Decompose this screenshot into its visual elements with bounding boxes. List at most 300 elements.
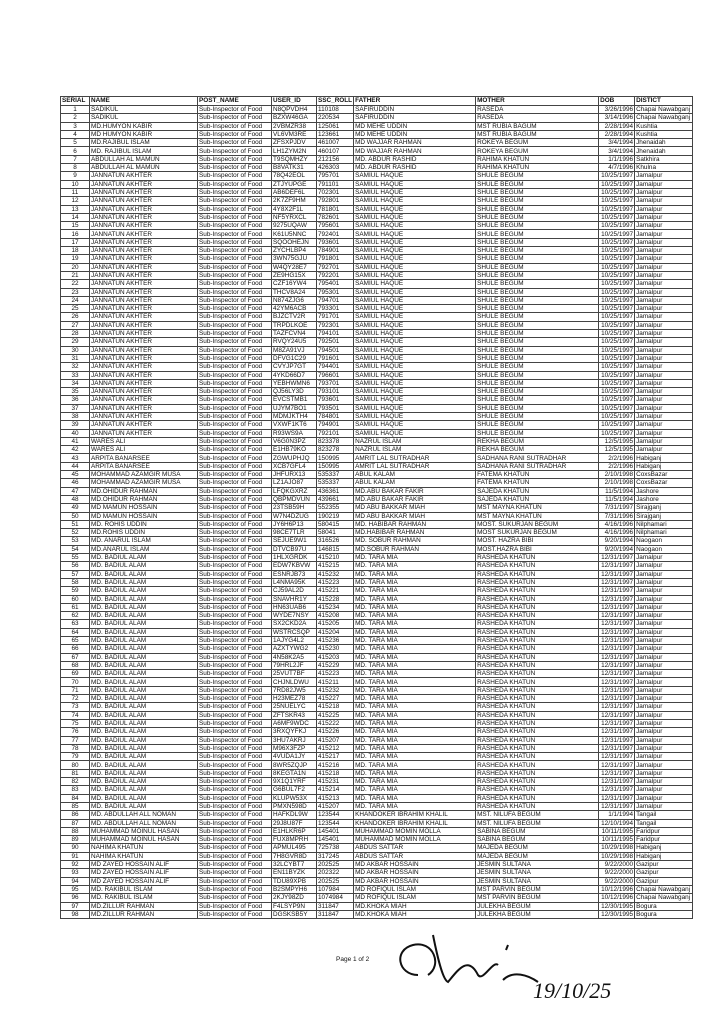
table-cell: SAMIUL HAQUE [354, 330, 476, 338]
table-cell: Sub-Inspector of Food [198, 454, 272, 462]
table-cell: 23 [61, 288, 90, 296]
table-cell: 794501 [317, 346, 354, 354]
table-cell: 24 [61, 296, 90, 304]
table-cell: 10/11/1995 [599, 836, 635, 844]
table-cell: E1HLKR6P [272, 827, 317, 835]
table-cell: Sub-Inspector of Food [198, 861, 272, 869]
table-cell: 10/25/1997 [599, 288, 635, 296]
table-row [61, 504, 693, 512]
table-cell: 10/29/1998 [599, 852, 635, 860]
table-cell: 10 [61, 180, 90, 188]
table-cell: Jhenaidah [635, 147, 693, 155]
table-cell: SADIKUL [90, 114, 198, 122]
table-cell: SAMIUL HAQUE [354, 263, 476, 271]
table-cell: 9/22/2000 [599, 869, 635, 877]
table-cell: 1/1/1996 [599, 155, 635, 163]
table-cell: Bogura [635, 910, 693, 918]
table-cell: Sub-Inspector of Food [198, 213, 272, 221]
table-cell: Nilphamari [635, 520, 693, 528]
table-cell: 10/25/1997 [599, 330, 635, 338]
table-cell: RASHEDA KHATUN [476, 711, 599, 719]
table-row [61, 562, 693, 570]
table-row [61, 877, 693, 885]
table-cell: 415236 [317, 637, 354, 645]
table-cell: 10/25/1997 [599, 421, 635, 429]
table-cell: 791101 [317, 180, 354, 188]
table-row [61, 338, 693, 346]
table-cell: Kushtia [635, 122, 693, 130]
table-cell: 62 [61, 612, 90, 620]
table-cell: ESNRJB73 [272, 570, 317, 578]
table-row [61, 512, 693, 520]
table-cell: N8QPVDH4 [272, 106, 317, 114]
table-cell: SHULE BEGUM [476, 396, 599, 404]
table-cell: 78 [61, 744, 90, 752]
table-row [61, 313, 693, 321]
table-cell: MD. BADIUL ALAM [90, 678, 198, 686]
table-row [61, 305, 693, 313]
table-cell: SX2CKD2A [272, 620, 317, 628]
table-cell: 311847 [317, 902, 354, 910]
table-cell: SAMIUL HAQUE [354, 354, 476, 362]
table-cell: JY6H6P13 [272, 520, 317, 528]
table-cell: Sub-Inspector of Food [198, 529, 272, 537]
table-cell: Jamalpur [635, 429, 693, 437]
table-cell: SAMIUL HAQUE [354, 321, 476, 329]
table-cell: Sub-Inspector of Food [198, 736, 272, 744]
table-cell: MD.ZILLUR RAHMAN [90, 902, 198, 910]
table-cell: MD ROFIQUL ISLAM [354, 894, 476, 902]
table-cell: SHULE BEGUM [476, 338, 599, 346]
table-cell: MD.OHIDUR RAHMAN [90, 495, 198, 503]
table-row [61, 529, 693, 537]
table-cell: MD. BADIUL ALAM [90, 570, 198, 578]
table-cell: SADHANA RANI SUTRADHAR [476, 454, 599, 462]
table-cell: ABUL KALAM [354, 471, 476, 479]
table-cell: 14 [61, 213, 90, 221]
table-cell: 25 [61, 305, 90, 313]
table-cell: Sub-Inspector of Food [198, 130, 272, 138]
table-cell: 12/31/1997 [599, 637, 635, 645]
table-cell: 796601 [317, 371, 354, 379]
table-cell: RASHEDA KHATUN [476, 612, 599, 620]
table-cell: 10/25/1997 [599, 363, 635, 371]
table-cell: SHULE BEGUM [476, 197, 599, 205]
table-cell: 10/25/1997 [599, 354, 635, 362]
table-cell: 28 [61, 330, 90, 338]
table-cell: SAMIUL HAQUE [354, 305, 476, 313]
table-cell: 792701 [317, 263, 354, 271]
table-cell: 19 [61, 255, 90, 263]
table-cell: 15 [61, 222, 90, 230]
table-cell: N874ZJG6 [272, 296, 317, 304]
table-cell: MD AKBAR HOSSAIN [354, 861, 476, 869]
table-cell: 784801 [317, 412, 354, 420]
table-row [61, 703, 693, 711]
table-cell: 98 [61, 910, 90, 918]
table-cell: RASHEDA KHATUN [476, 562, 599, 570]
table-row [61, 620, 693, 628]
table-row [61, 446, 693, 454]
table-cell: 415218 [317, 769, 354, 777]
table-cell: Jamalpur [635, 794, 693, 802]
table-cell: 415210 [317, 554, 354, 562]
table-cell: 3HU7AKRJ [272, 736, 317, 744]
table-row [61, 885, 693, 893]
table-cell: MD. BADIUL ALAM [90, 653, 198, 661]
table-cell: Sub-Inspector of Food [198, 363, 272, 371]
table-cell: JANNATUN AKHTER [90, 429, 198, 437]
table-cell: Sub-Inspector of Food [198, 471, 272, 479]
table-cell: SHULE BEGUM [476, 354, 599, 362]
table-cell: 12/31/1997 [599, 744, 635, 752]
table-cell: Sub-Inspector of Food [198, 354, 272, 362]
table-cell: RASHEDA KHATUN [476, 653, 599, 661]
table-cell: R93WS9A [272, 429, 317, 437]
table-cell: JANNATUN AKHTER [90, 271, 198, 279]
table-cell: 436361 [317, 487, 354, 495]
table-cell: Sub-Inspector of Food [198, 794, 272, 802]
table-cell: Sub-Inspector of Food [198, 728, 272, 736]
table-row [61, 471, 693, 479]
table-cell: Jamalpur [635, 205, 693, 213]
table-row [61, 861, 693, 869]
table-row [61, 595, 693, 603]
table-cell: Sub-Inspector of Food [198, 371, 272, 379]
table-cell: 75 [61, 719, 90, 727]
table-cell: AB6DEF6L [272, 188, 317, 196]
table-cell: MD. TARA MIA [354, 620, 476, 628]
table-row [61, 728, 693, 736]
table-cell: MST. NILUFA BEGUM [476, 819, 599, 827]
table-cell: SHULE BEGUM [476, 230, 599, 238]
table-cell: SHULE BEGUM [476, 379, 599, 387]
table-cell: JANNATUN AKHTER [90, 180, 198, 188]
table-cell: Jamalpur [635, 396, 693, 404]
table-cell: RASEDA [476, 106, 599, 114]
table-cell: 97 [61, 902, 90, 910]
table-row [61, 711, 693, 719]
table-row [61, 678, 693, 686]
table-cell: MUHAMMAD MOMIN MOLLA [354, 827, 476, 835]
table-cell: 73 [61, 703, 90, 711]
table-cell: 426303 [317, 164, 354, 172]
table-cell: 415222 [317, 719, 354, 727]
table-cell: MD.ZILLUR RAHMAN [90, 910, 198, 918]
table-cell: MST RUBIA BAGUM [476, 130, 599, 138]
table-cell: SHULE BEGUM [476, 271, 599, 279]
table-cell: 11 [61, 188, 90, 196]
table-cell: MD.ANARUL ISLAM [90, 545, 198, 553]
table-cell: Jamalpur [635, 437, 693, 445]
table-cell: AMRIT LAL SUTRADHAR [354, 454, 476, 462]
table-cell: 10/25/1997 [599, 271, 635, 279]
table-cell: MD. TARA MIA [354, 736, 476, 744]
table-cell: 125061 [317, 122, 354, 130]
table-cell: MD. BADIUL ALAM [90, 719, 198, 727]
table-row [61, 661, 693, 669]
table-row [61, 487, 693, 495]
table-cell: Jamalpur [635, 661, 693, 669]
table-cell: Sub-Inspector of Food [198, 321, 272, 329]
table-cell: 12/31/1997 [599, 628, 635, 636]
table-cell: MD. TARA MIA [354, 661, 476, 669]
table-cell: SHULE BEGUM [476, 404, 599, 412]
table-cell: 415221 [317, 587, 354, 595]
table-cell: MD. BADIUL ALAM [90, 778, 198, 786]
table-cell: Jamalpur [635, 213, 693, 221]
table-cell: 12/31/1997 [599, 695, 635, 703]
table-cell: Jamalpur [635, 769, 693, 777]
table-cell: JANNATUN AKHTER [90, 263, 198, 271]
table-cell: JANNATUN AKHTER [90, 346, 198, 354]
table-cell: 10/25/1997 [599, 238, 635, 246]
table-cell: Jamalpur [635, 172, 693, 180]
table-cell: 8KEGTA1N [272, 769, 317, 777]
table-cell: SNAVHR1Y [272, 595, 317, 603]
table-cell: Sub-Inspector of Food [198, 778, 272, 786]
table-cell: CHJNLDWU [272, 678, 317, 686]
table-cell: 88 [61, 827, 90, 835]
table-cell: Jamalpur [635, 346, 693, 354]
table-cell: 49 [61, 504, 90, 512]
table-cell: 220534 [317, 114, 354, 122]
table-cell: SAMIUL HAQUE [354, 205, 476, 213]
table-cell: ABDULLAH AL MAMUN [90, 164, 198, 172]
table-cell: JANNATUN AKHTER [90, 354, 198, 362]
table-cell: Sub-Inspector of Food [198, 495, 272, 503]
table-cell: Sub-Inspector of Food [198, 769, 272, 777]
table-cell: Jamalpur [635, 703, 693, 711]
table-cell: 10/25/1997 [599, 388, 635, 396]
table-cell: ARPITA BANARSEE [90, 462, 198, 470]
table-cell: Jamalpur [635, 802, 693, 810]
table-cell: 781801 [317, 205, 354, 213]
table-row [61, 255, 693, 263]
table-cell: 793701 [317, 379, 354, 387]
table-cell: Sub-Inspector of Food [198, 836, 272, 844]
table-row [61, 330, 693, 338]
table-cell: 66 [61, 645, 90, 653]
table-cell: 415207 [317, 736, 354, 744]
table-cell: LH1ZYM2N [272, 147, 317, 155]
table-cell: Sub-Inspector of Food [198, 412, 272, 420]
table-cell: Sub-Inspector of Food [198, 330, 272, 338]
table-cell: Sub-Inspector of Food [198, 429, 272, 437]
table-cell: MD. ANARUL ISLAM [90, 537, 198, 545]
table-body [61, 106, 693, 919]
table-cell: 69 [61, 670, 90, 678]
column-header: MOTHER [476, 97, 599, 106]
table-cell: MD. TARA MIA [354, 769, 476, 777]
table-cell: 795701 [317, 172, 354, 180]
table-cell: REKHA BEGUM [476, 446, 599, 454]
table-cell: 2 [61, 114, 90, 122]
table-cell: 45 [61, 471, 90, 479]
table-cell: Sub-Inspector of Food [198, 263, 272, 271]
table-cell: MD. BADIUL ALAM [90, 628, 198, 636]
table-cell: MD.RAJIBUL ISLAM [90, 139, 198, 147]
table-cell: 823378 [317, 437, 354, 445]
table-row [61, 188, 693, 196]
table-cell: JANNATUN AKHTER [90, 412, 198, 420]
table-cell: 58 [61, 578, 90, 586]
table-cell: SAMIUL HAQUE [354, 180, 476, 188]
table-cell: Jamalpur [635, 197, 693, 205]
table-cell: SAMIUL HAQUE [354, 271, 476, 279]
table-cell: BZXW46GA [272, 114, 317, 122]
table-cell: 415232 [317, 570, 354, 578]
table-cell: SHULE BEGUM [476, 263, 599, 271]
table-cell: DGSKSB5Y [272, 910, 317, 918]
table-cell: MD. BADIUL ALAM [90, 554, 198, 562]
table-cell: Jamalpur [635, 603, 693, 611]
table-cell: 13 [61, 205, 90, 213]
table-cell: 48 [61, 495, 90, 503]
table-cell: 415227 [317, 695, 354, 703]
table-cell: Sub-Inspector of Food [198, 711, 272, 719]
table-cell: MD. ABDULLAH ALL NOMAN [90, 819, 198, 827]
table-cell: MD. BADIUL ALAM [90, 761, 198, 769]
table-cell: RASHEDA KHATUN [476, 628, 599, 636]
table-row [61, 645, 693, 653]
table-cell: Jamalpur [635, 338, 693, 346]
table-row [61, 429, 693, 437]
table-cell: Sub-Inspector of Food [198, 695, 272, 703]
table-cell: MD ZAYED HOSSAIN ALIF [90, 869, 198, 877]
table-cell: Sub-Inspector of Food [198, 612, 272, 620]
table-cell: RVQY24U5 [272, 338, 317, 346]
table-cell: MD. TARA MIA [354, 744, 476, 752]
table-cell: Sub-Inspector of Food [198, 819, 272, 827]
table-cell: Sirajganj [635, 504, 693, 512]
table-cell: SAFIRUDDIN [354, 106, 476, 114]
table-cell: Sub-Inspector of Food [198, 388, 272, 396]
table-cell: Sub-Inspector of Food [198, 271, 272, 279]
table-cell: TDU89XPB [272, 877, 317, 885]
table-cell: MD. ABDULLAH ALL NOMAN [90, 811, 198, 819]
table-cell: 580415 [317, 520, 354, 528]
table-cell: 9/22/2000 [599, 877, 635, 885]
table-cell: 190219 [317, 512, 354, 520]
table-cell: 12/31/1997 [599, 554, 635, 562]
table-cell: 22 [61, 280, 90, 288]
table-row [61, 404, 693, 412]
table-row [61, 130, 693, 138]
table-cell: 10/25/1997 [599, 321, 635, 329]
table-cell: RASHEDA KHATUN [476, 786, 599, 794]
table-row [61, 753, 693, 761]
table-cell: MD WAJJAR RAHMAN [354, 147, 476, 155]
table-cell: 4YKD66D7 [272, 371, 317, 379]
table-cell: Sub-Inspector of Food [198, 479, 272, 487]
data-sheet [60, 96, 693, 919]
table-row [61, 180, 693, 188]
table-row [61, 537, 693, 545]
table-cell: 76 [61, 728, 90, 736]
table-cell: MD. TARA MIA [354, 711, 476, 719]
table-cell: SAMIUL HAQUE [354, 379, 476, 387]
column-header: DISTICT [635, 97, 693, 106]
table-cell: Sub-Inspector of Food [198, 305, 272, 313]
table-cell: SHULE BEGUM [476, 330, 599, 338]
table-row [61, 213, 693, 221]
table-cell: MOHAMMAD AZAMGIR MUSA [90, 471, 198, 479]
table-cell: 725738 [317, 844, 354, 852]
table-cell: 415214 [317, 786, 354, 794]
table-cell: 30 [61, 346, 90, 354]
table-cell: SHULE BEGUM [476, 363, 599, 371]
table-cell: JANNATUN AKHTER [90, 238, 198, 246]
table-cell: 10/25/1997 [599, 371, 635, 379]
table-cell: MD WAJJAR RAHMAN [354, 139, 476, 147]
table-cell: AMRIT LAL SUTRADHAR [354, 462, 476, 470]
table-cell: 10/25/1997 [599, 188, 635, 196]
table-cell: 793301 [317, 305, 354, 313]
table-row [61, 686, 693, 694]
table-cell: Jamalpur [635, 736, 693, 744]
table-cell: SHULE BEGUM [476, 388, 599, 396]
table-row [61, 761, 693, 769]
table-cell: F4LSYP9N [272, 902, 317, 910]
table-cell: 415223 [317, 578, 354, 586]
table-cell: JANNATUN AKHTER [90, 296, 198, 304]
table-cell: 9/20/1994 [599, 537, 635, 545]
table-cell: MD MAMUN HOSSAIN [90, 504, 198, 512]
table-cell: 535337 [317, 471, 354, 479]
table-cell: 7RD82JW5 [272, 686, 317, 694]
table-cell: RASHEDA KHATUN [476, 794, 599, 802]
table-cell: Habiganj [635, 454, 693, 462]
table-row [61, 396, 693, 404]
table-cell: SHULE BEGUM [476, 321, 599, 329]
table-cell: MD. BADIUL ALAM [90, 620, 198, 628]
table-cell: 3/26/1996 [599, 106, 635, 114]
table-cell: JANNATUN AKHTER [90, 338, 198, 346]
table-cell: NF5YRXCL [272, 213, 317, 221]
table-cell: MD. ABDUR RASHID [354, 164, 476, 172]
table-cell: Jamalpur [635, 612, 693, 620]
table-cell: Sub-Inspector of Food [198, 744, 272, 752]
table-cell: RASHEDA KHATUN [476, 620, 599, 628]
table-cell: 2K7ZF9HM [272, 197, 317, 205]
table-cell: NAHIMA KHATUN [90, 844, 198, 852]
table-cell: RASHEDA KHATUN [476, 753, 599, 761]
table-row [61, 802, 693, 810]
table-cell: Sub-Inspector of Food [198, 545, 272, 553]
table-row [61, 786, 693, 794]
table-cell: SAMIUL HAQUE [354, 296, 476, 304]
table-cell: SAFIRUDDIN [354, 114, 476, 122]
table-cell: MOST.HAZRA BIBI [476, 545, 599, 553]
table-cell: 12/31/1997 [599, 578, 635, 586]
table-cell: 794401 [317, 363, 354, 371]
table-cell: Sub-Inspector of Food [198, 686, 272, 694]
table-cell: 7/31/1996 [599, 512, 635, 520]
table-cell: 7/31/1997 [599, 504, 635, 512]
table-cell: MD. RAJIBUL ISLAM [90, 147, 198, 155]
table-cell: 32LCYBT7 [272, 861, 317, 869]
table-cell: MD. TARA MIA [354, 637, 476, 645]
table-row [61, 437, 693, 445]
table-cell: 3/14/1996 [599, 114, 635, 122]
table-cell: 10/25/1997 [599, 313, 635, 321]
table-cell: 792501 [317, 338, 354, 346]
table-row [61, 554, 693, 562]
table-cell: AZXTYWG2 [272, 645, 317, 653]
table-cell: Sub-Inspector of Food [198, 811, 272, 819]
table-cell: 415218 [317, 703, 354, 711]
